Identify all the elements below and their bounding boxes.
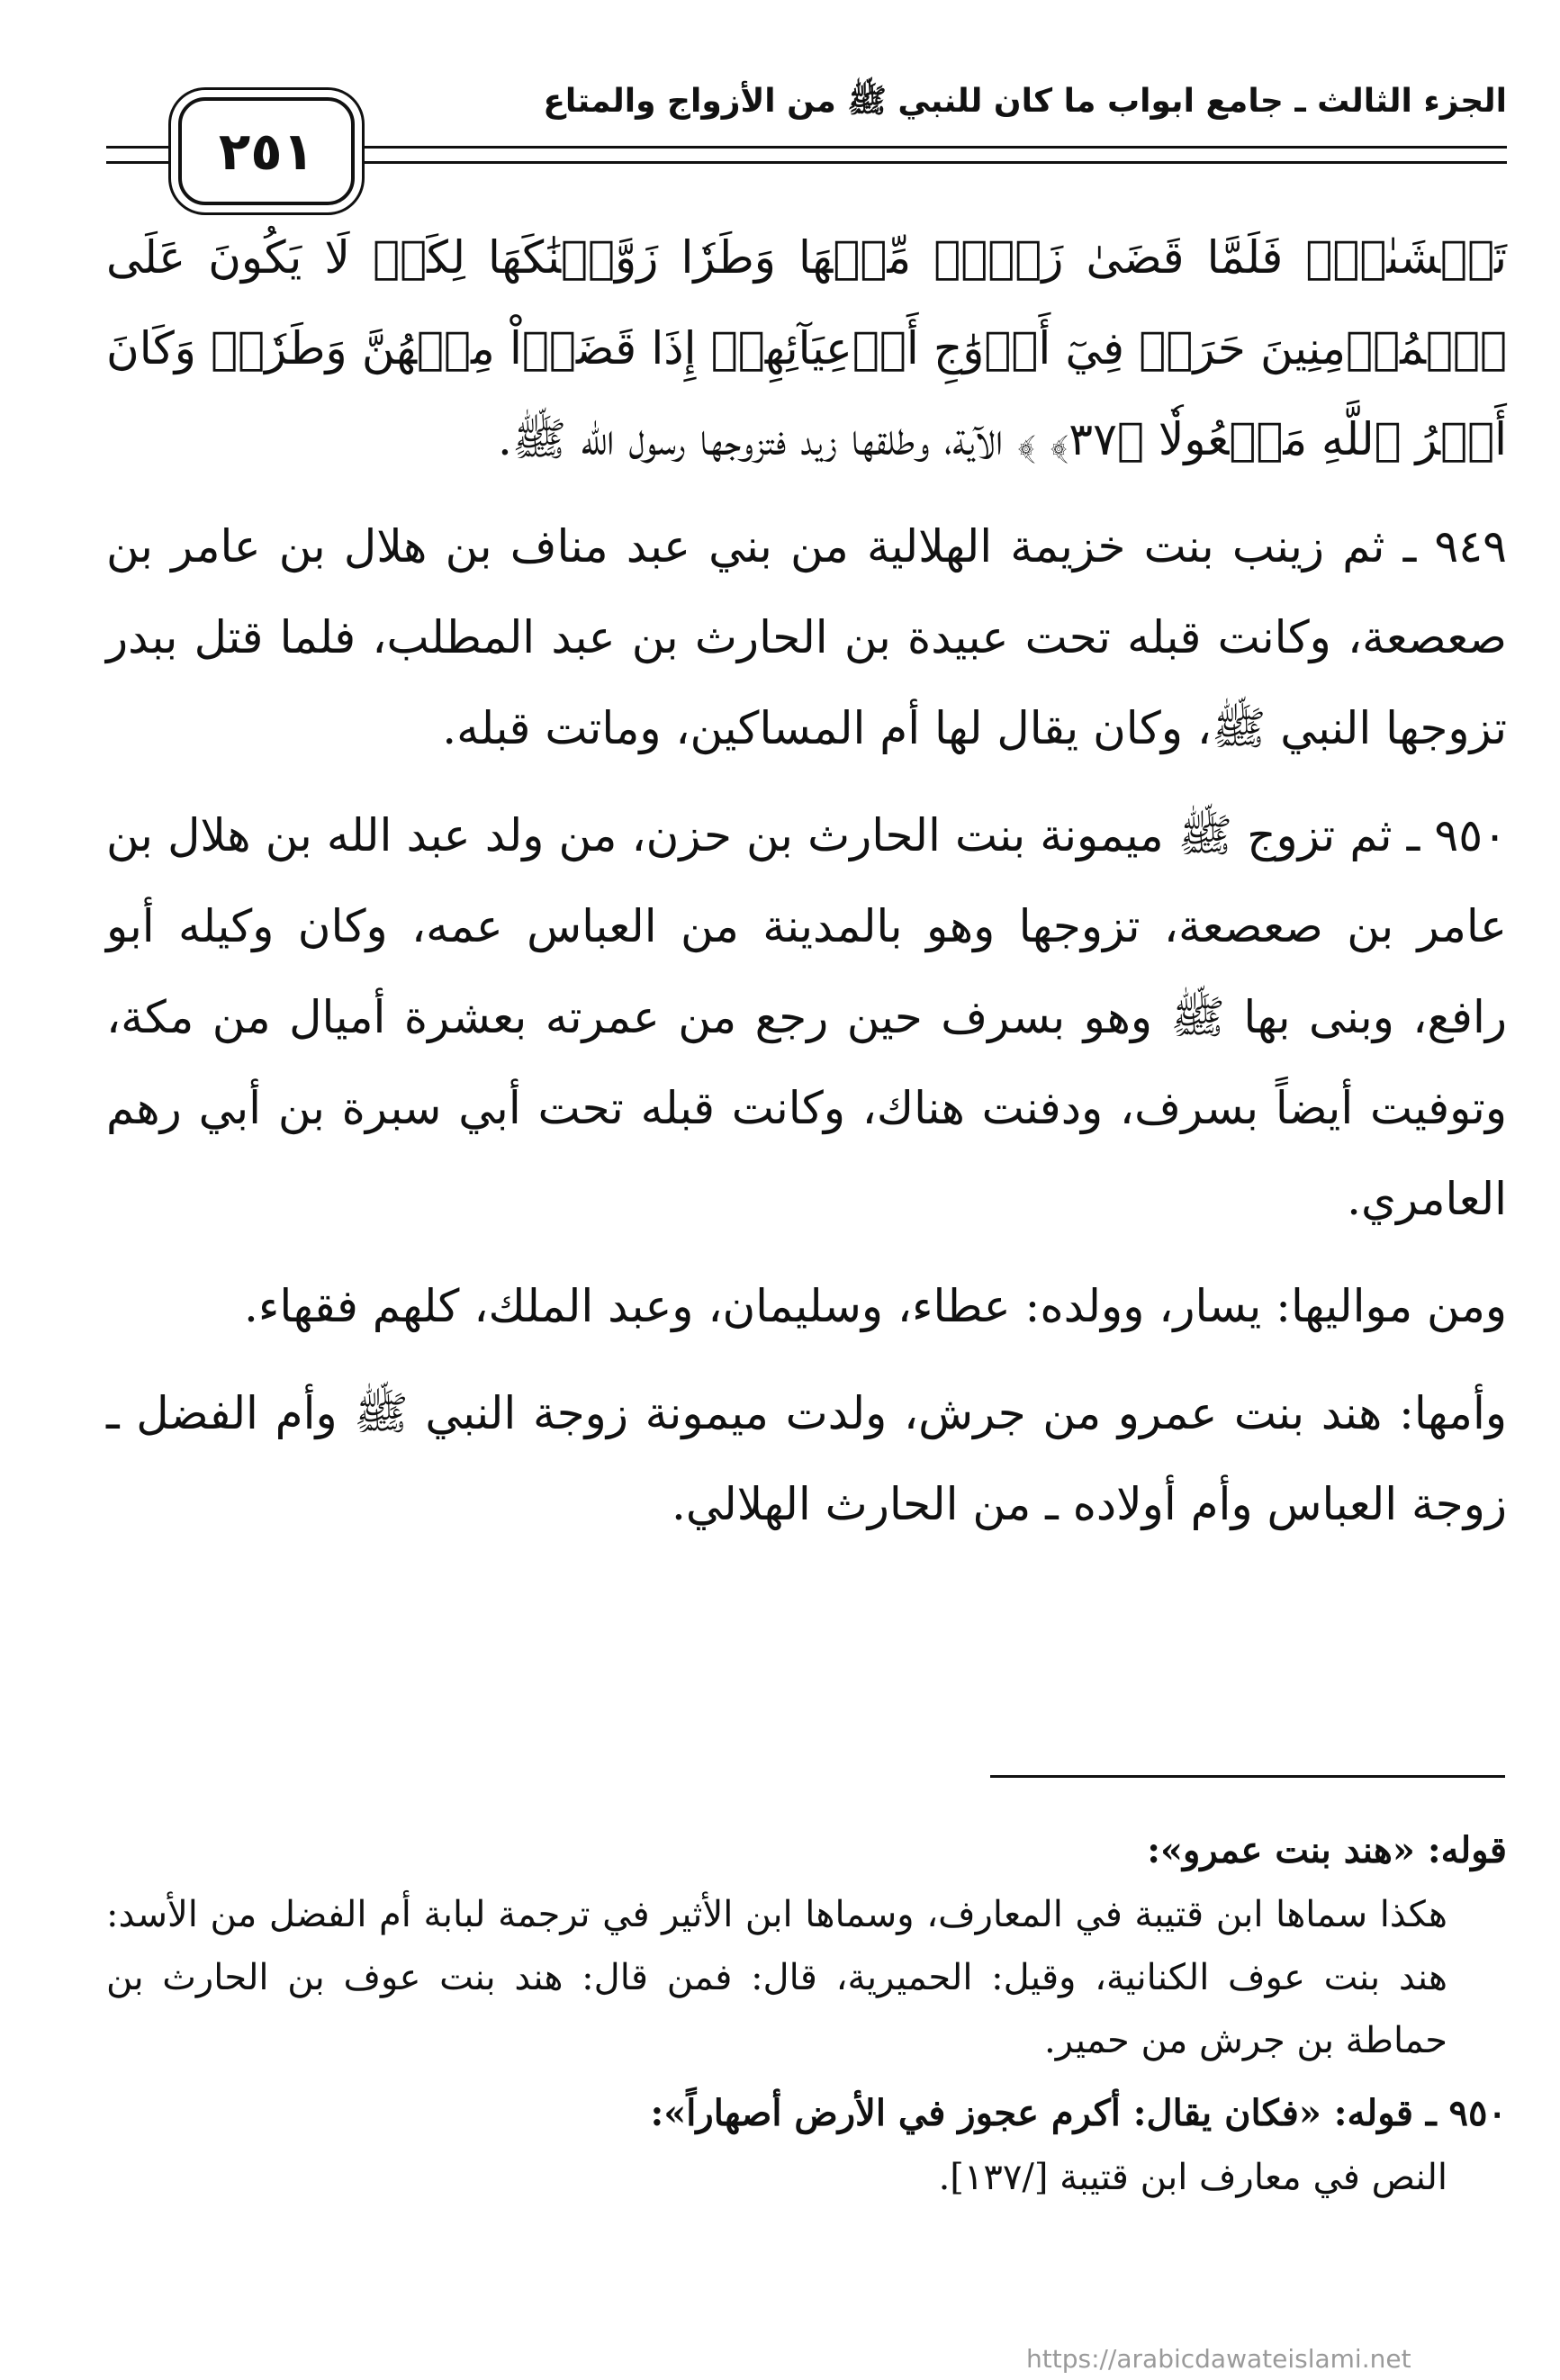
page-number: ٢٥١	[178, 97, 355, 205]
main-text	[106, 212, 1507, 1550]
footnotes	[106, 1818, 1507, 2209]
running-title: الجزء الثالث ـ جامع ابواب ما كان للنبي ﷺ من الأزواج والمتاع	[543, 83, 1507, 120]
footnote-1-heading: قوله: «هند بنت عمرو»:	[1147, 1829, 1507, 1871]
footnote-2-text: النص في معارف ابن قتيبة [/١٣٧].	[938, 2157, 1447, 2198]
watermark-url: https://arabicdawateislami.net	[1026, 2344, 1411, 2374]
paragraph-950: ٩٥٠ ـ ثم تزوج ﷺ ميمونة بنت الحارث بن حزن، من ولد عبد الله بن هلال بن عامر بن صعصعة، تزوجها وهو بالمدينة من العباس عمه، وكان وكيله أبو رافع، وبنى بها ﷺ وهو بسرف حين رجع من عمرته بعشرة أميال من مكة، وتوفيت أيضاً بسرف، ودفنت هناك، وكانت قبله تحت أبي سبرة بن أبي رهم العامري.	[106, 809, 1507, 1225]
page-header	[106, 63, 1507, 198]
paragraph-quran-verse: تَخۡشَىٰهُۖ فَلَمَّا قَضَىٰ زَيۡدٞ مِّنۡهَا وَطَرٗا زَوَّجۡنَٰكَهَا لِكَيۡ لَا يَكُونَ عَلَى ٱلۡمُؤۡمِنِينَ حَرَجٞ فِيٓ أَزۡوَٰجِ أَدۡعِيَآئِهِمۡ إِذَا قَضَوۡاْ مِنۡهُنَّ وَطَرٗاۚ وَكَانَ أَمۡرُ ٱللَّهِ مَفۡعُولٗا ﴿٣٧﴾ ﴾ الآية، وطلقها زيد فتزوجها رسول الله ﷺ.	[106, 231, 1507, 465]
paragraph-mawali: ومن مواليها: يسار، وولده: عطاء، وسليمان، وعبد الملك، كلهم فقهاء.	[244, 1280, 1507, 1332]
footnote-1-text: هكذا سماها ابن قتيبة في المعارف، وسماها ابن الأثير في ترجمة لبابة أم الفضل من الأسد: هند بنت عوف الكنانية، وقيل: الحميرية، قال: فمن قال: هند بنت عوف بن الحارث بن حماطة بن جرش من حمير.	[106, 1894, 1447, 2061]
footnote-divider	[990, 1775, 1505, 1778]
paragraph-949: ٩٤٩ ـ ثم زينب بنت خزيمة الهلالية من بني عبد مناف بن هلال بن عامر بن صعصعة، وكانت قبله تحت عبيدة بن الحارث بن عبد المطلب، فلما قتل ببدر تزوجها النبي ﷺ، وكان يقال لها أم المساكين، وماتت قبله.	[106, 520, 1507, 754]
paragraph-mother: وأمها: هند بنت عمرو من جرش، ولدت ميمونة زوجة النبي ﷺ وأم الفضل ـ زوجة العباس وأم أولاده ـ من الحارث الهلالي.	[106, 1387, 1507, 1530]
footnote-2-heading: ٩٥٠ ـ قوله: «فكان يقال: أكرم عجوز في الأرض أصهاراً»:	[650, 2092, 1507, 2134]
